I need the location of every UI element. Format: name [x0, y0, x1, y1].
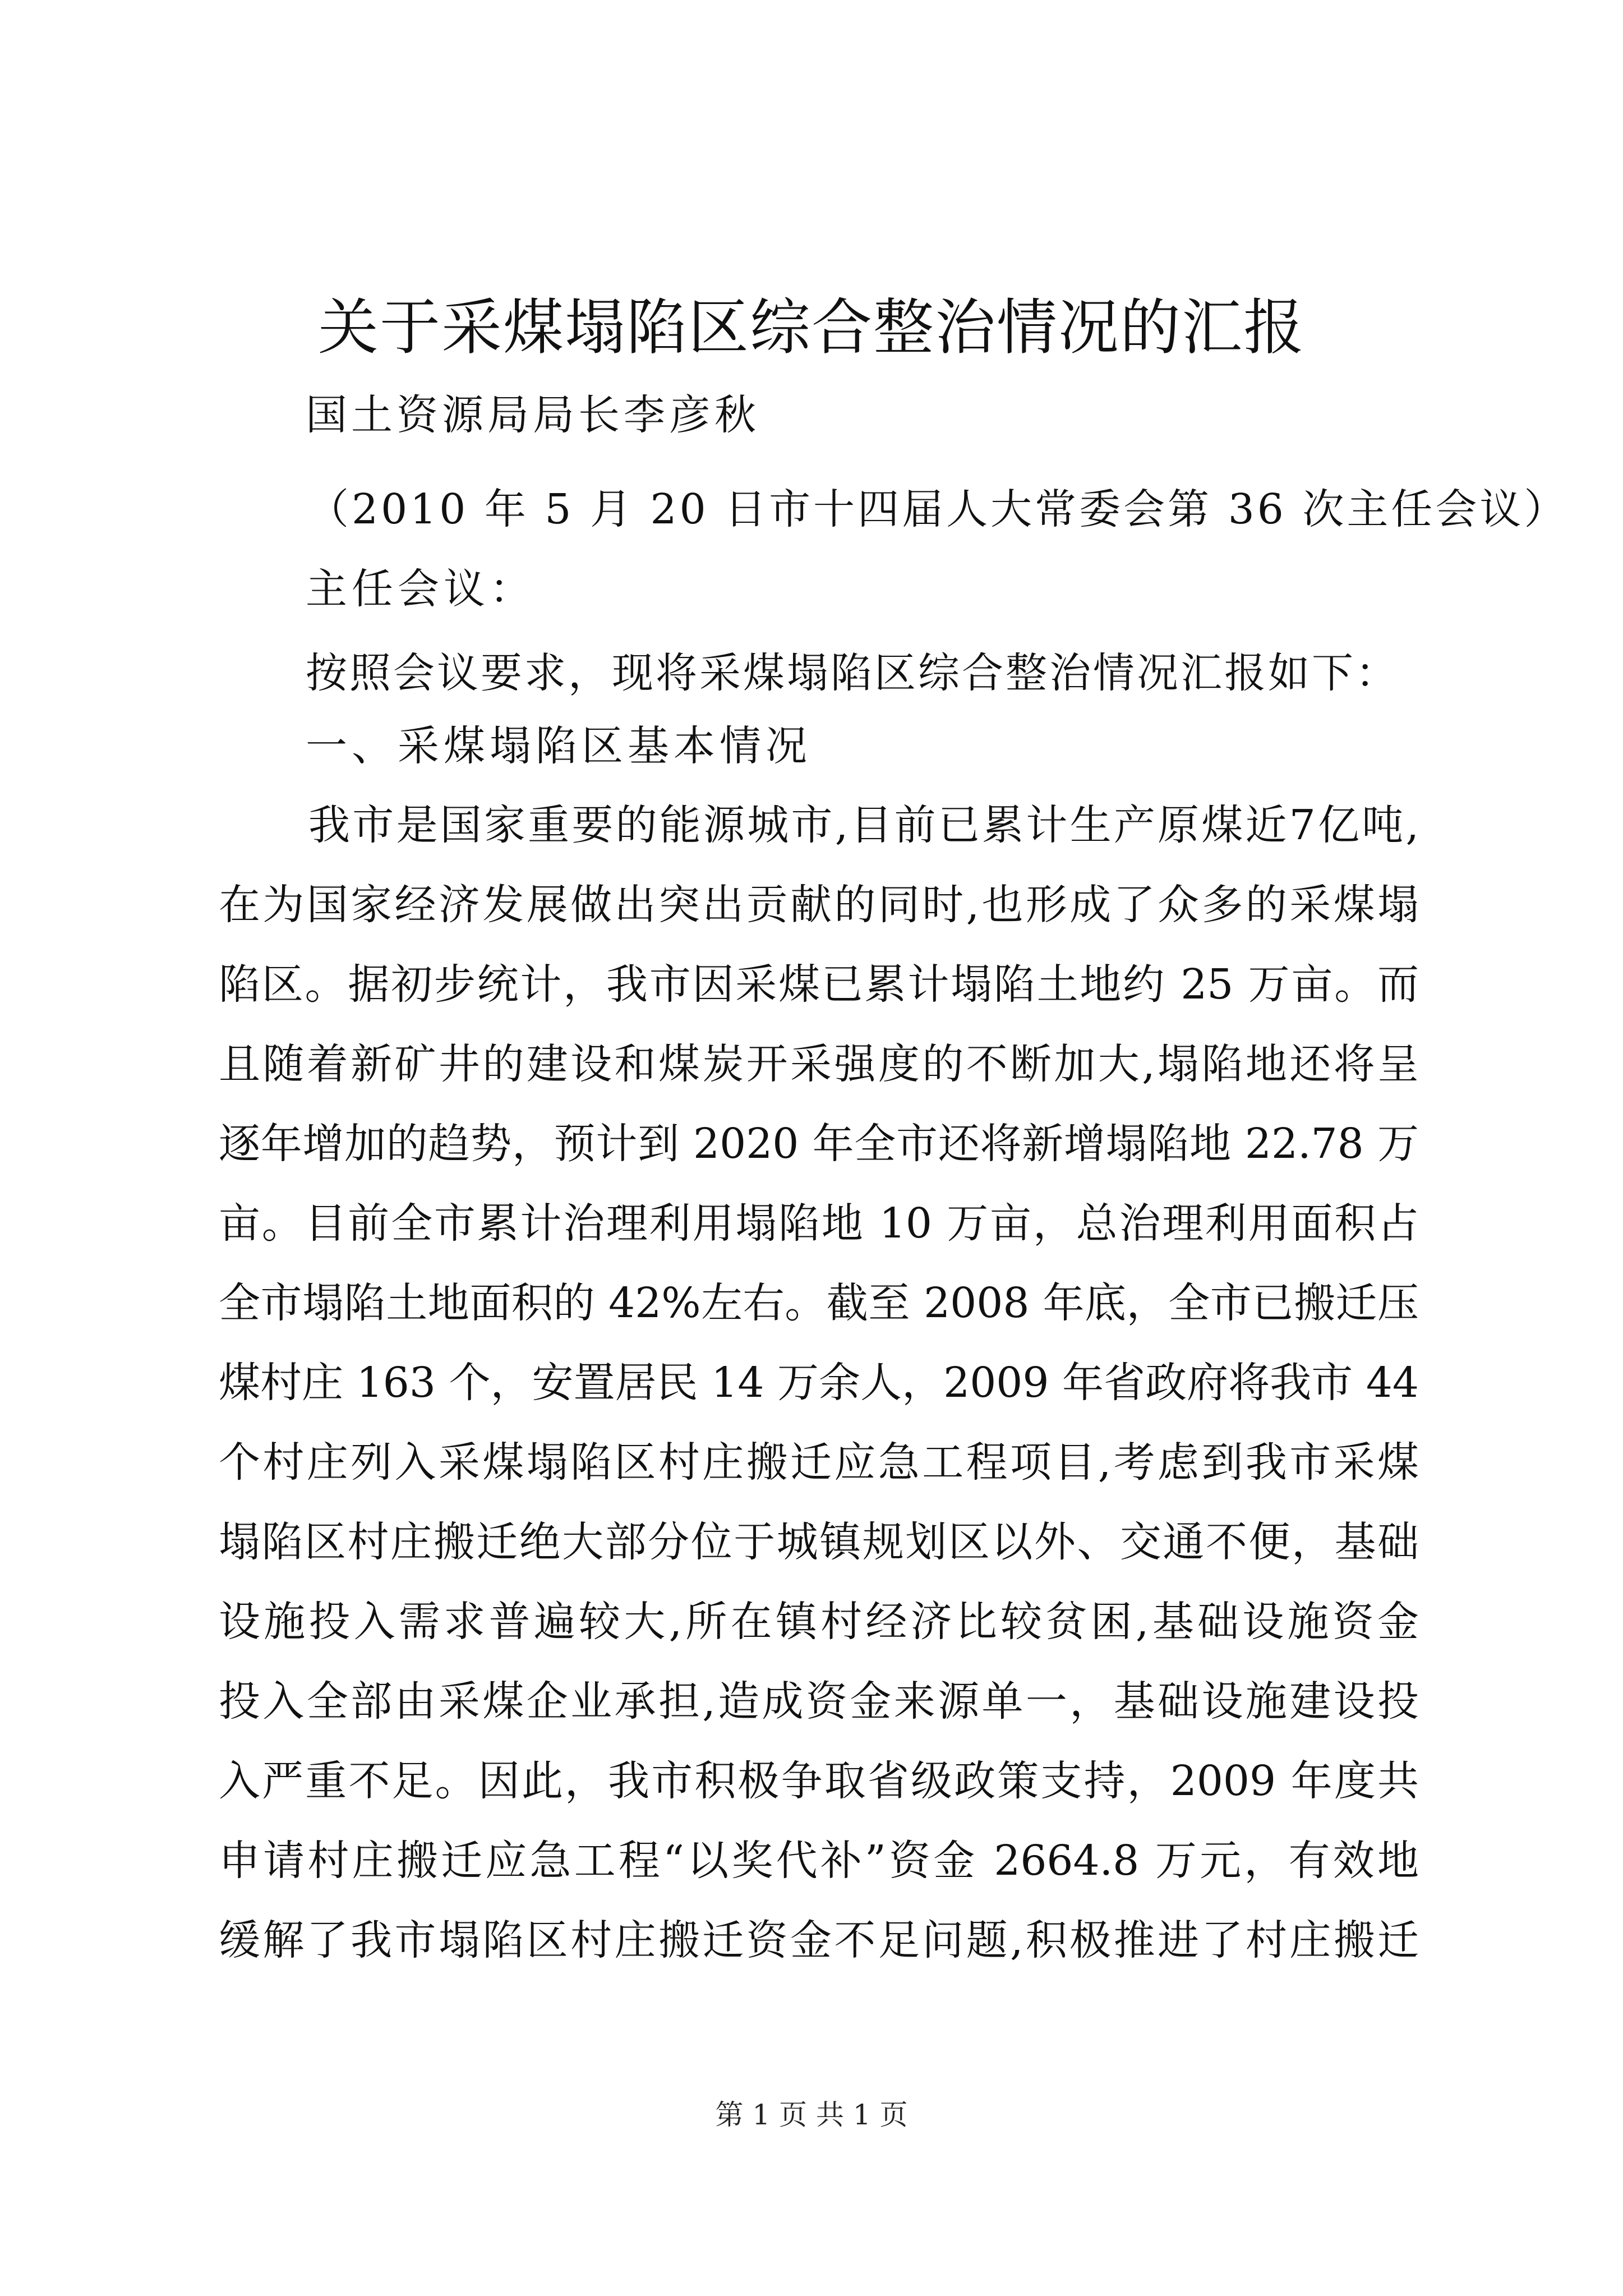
body-line: 个村庄列入采煤塌陷区村庄搬迁应急工程项目,考虑到我市采煤	[219, 1438, 1419, 1487]
body-line: 入严重不足。因此，我市积极争取省级政策支持，2009 年度共	[219, 1757, 1419, 1805]
body-line: 塌陷区村庄搬迁绝大部分位于城镇规划区以外、交通不便，基础	[219, 1518, 1419, 1566]
body-line: 亩。目前全市累计治理利用塌陷地 10 万亩，总治理利用面积占	[219, 1199, 1419, 1248]
author-line: 国土资源局局长李彦秋	[306, 391, 760, 439]
body-line: 全市塌陷土地面积的 42%左右。截至 2008 年底，全市已搬迁压	[219, 1279, 1419, 1327]
body-line: 缓解了我市塌陷区村庄搬迁资金不足问题,积极推进了村庄搬迁	[219, 1916, 1419, 1964]
document-title: 关于采煤塌陷区综合整治情况的汇报	[317, 293, 1305, 363]
page-number-footer: 第 1 页 共 1 页	[715, 2099, 908, 2131]
salutation: 主任会议：	[306, 565, 536, 613]
intro-paragraph: 按照会议要求，现将采煤塌陷区综合整治情况汇报如下：	[306, 649, 1399, 697]
body-line: 煤村庄 163 个，安置居民 14 万余人，2009 年省政府将我市 44	[219, 1359, 1419, 1407]
body-line: 在为国家经济发展做出突出贡献的同时,也形成了众多的采煤塌	[219, 881, 1419, 929]
body-line: 陷区。据初步统计，我市因采煤已累计塌陷土地约 25 万亩。而	[219, 960, 1419, 1009]
section-heading: 一、采煤塌陷区基本情况	[306, 722, 811, 770]
body-paragraph	[219, 785, 1419, 1980]
occasion-line: （2010 年 5 月 20 日市十四届人大常委会第 36 次主任会议）	[307, 485, 1569, 533]
body-line: 我市是国家重要的能源城市,目前已累计生产原煤近7亿吨,	[308, 801, 1419, 849]
body-line: 设施投入需求普遍较大,所在镇村经济比较贫困,基础设施资金	[219, 1598, 1419, 1646]
body-line: 申请村庄搬迁应急工程“以奖代补”资金 2664.8 万元，有效地	[219, 1837, 1419, 1885]
body-line: 投入全部由采煤企业承担,造成资金来源单一，基础设施建设投	[219, 1677, 1419, 1726]
body-line: 且随着新矿井的建设和煤炭开采强度的不断加大,塌陷地还将呈	[219, 1040, 1419, 1088]
body-line: 逐年增加的趋势，预计到 2020 年全市还将新增塌陷地 22.78 万	[219, 1120, 1419, 1168]
